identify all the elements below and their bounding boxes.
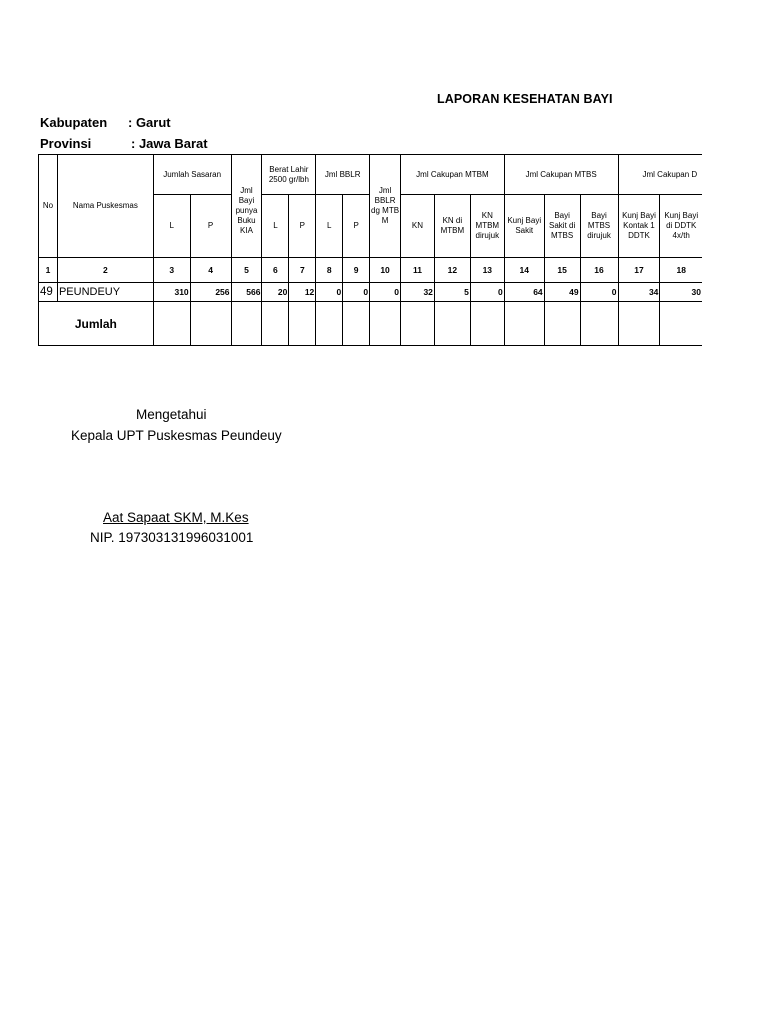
header-cakupan-mtbm: Jml Cakupan MTBM xyxy=(401,155,505,195)
row-value: 20 xyxy=(262,283,289,302)
kabupaten-value: : Garut xyxy=(128,115,171,130)
header-jumlah-sasaran: Jumlah Sasaran xyxy=(153,155,231,195)
header-bayi-mtbs-dirujuk: Bayi MTBS dirujuk xyxy=(580,195,618,258)
jabatan-text: Kepala UPT Puskesmas Peundeuy xyxy=(71,428,282,443)
header-jml-bayi-buku-kia: Jml Bayi punya Buku KIA xyxy=(231,155,262,258)
jumlah-cell xyxy=(231,302,262,346)
jumlah-cell xyxy=(289,302,316,346)
header-berat-p: P xyxy=(289,195,316,258)
header-bblr-l: L xyxy=(316,195,343,258)
row-value: 0 xyxy=(370,283,401,302)
header-jml-bblr: Jml BBLR xyxy=(316,155,370,195)
col-num: 9 xyxy=(343,258,370,283)
jumlah-cell xyxy=(580,302,618,346)
jumlah-cell xyxy=(370,302,401,346)
report-table-wrapper xyxy=(38,154,702,348)
jumlah-cell xyxy=(316,302,343,346)
jumlah-cell xyxy=(153,302,190,346)
header-kn: KN xyxy=(401,195,435,258)
col-num: 14 xyxy=(504,258,544,283)
jumlah-cell xyxy=(434,302,470,346)
kabupaten-row xyxy=(40,115,171,130)
header-bayi-sakit-mtbs: Bayi Sakit di MTBS xyxy=(544,195,580,258)
header-cakupan-ddtk: Jml Cakupan D xyxy=(618,155,702,195)
table-row xyxy=(39,283,703,302)
col-num: 10 xyxy=(370,258,401,283)
col-num: 11 xyxy=(401,258,435,283)
col-num: 16 xyxy=(580,258,618,283)
col-num: 7 xyxy=(289,258,316,283)
row-value: 32 xyxy=(401,283,435,302)
jumlah-label: Jumlah xyxy=(39,302,154,346)
col-num: 12 xyxy=(434,258,470,283)
signatory-name: Aat Sapaat SKM, M.Kes xyxy=(103,510,249,525)
row-value: 566 xyxy=(231,283,262,302)
header-berat-l: L xyxy=(262,195,289,258)
col-num: 5 xyxy=(231,258,262,283)
report-title: LAPORAN KESEHATAN BAYI xyxy=(437,92,613,106)
signatory-nip: NIP. 197303131996031001 xyxy=(90,530,254,545)
jumlah-cell xyxy=(262,302,289,346)
col-num: 4 xyxy=(190,258,231,283)
row-value: 30 xyxy=(660,283,702,302)
row-value: 256 xyxy=(190,283,231,302)
provinsi-value: : Jawa Barat xyxy=(131,136,208,151)
header-nama-puskesmas: Nama Puskesmas xyxy=(57,155,153,258)
row-value: 0 xyxy=(470,283,504,302)
col-num: 18 xyxy=(660,258,702,283)
row-value: 5 xyxy=(434,283,470,302)
header-jml-bblr-mtbm: Jml BBLR dg MTB M xyxy=(370,155,401,258)
jumlah-cell xyxy=(504,302,544,346)
col-num: 8 xyxy=(316,258,343,283)
header-berat-lahir: Berat Lahir 2500 gr/lbh xyxy=(262,155,316,195)
row-value: 34 xyxy=(618,283,660,302)
provinsi-row xyxy=(40,136,208,151)
row-value: 0 xyxy=(316,283,343,302)
jumlah-cell xyxy=(660,302,702,346)
header-bblr-p: P xyxy=(343,195,370,258)
column-number-row xyxy=(39,258,703,283)
jumlah-cell xyxy=(401,302,435,346)
mengetahui-text: Mengetahui xyxy=(136,407,207,422)
kabupaten-label: Kabupaten xyxy=(40,115,108,130)
col-num: 13 xyxy=(470,258,504,283)
col-num: 6 xyxy=(262,258,289,283)
row-value: 49 xyxy=(544,283,580,302)
report-table xyxy=(38,154,702,346)
col-num: 3 xyxy=(153,258,190,283)
header-kn-mtbm-dirujuk: KN MTBM dirujuk xyxy=(470,195,504,258)
row-no: 49 xyxy=(39,283,58,302)
header-kunj-kontak-ddtk: Kunj Bayi Kontak 1 DDTK xyxy=(618,195,660,258)
col-num: 2 xyxy=(57,258,153,283)
row-nama-puskesmas: PEUNDEUY xyxy=(57,283,153,302)
row-value: 310 xyxy=(153,283,190,302)
header-kn-di-mtbm: KN di MTBM xyxy=(434,195,470,258)
col-num: 1 xyxy=(39,258,58,283)
header-cakupan-mtbs: Jml Cakupan MTBS xyxy=(504,155,618,195)
header-no: No xyxy=(39,155,58,258)
jumlah-cell xyxy=(470,302,504,346)
jumlah-row xyxy=(39,302,703,346)
col-num: 17 xyxy=(618,258,660,283)
row-value: 0 xyxy=(343,283,370,302)
jumlah-cell xyxy=(343,302,370,346)
row-value: 12 xyxy=(289,283,316,302)
provinsi-label: Provinsi xyxy=(40,136,92,151)
col-num: 15 xyxy=(544,258,580,283)
row-value: 0 xyxy=(580,283,618,302)
jumlah-cell xyxy=(544,302,580,346)
jumlah-cell xyxy=(190,302,231,346)
row-value: 64 xyxy=(504,283,544,302)
header-sasaran-l: L xyxy=(153,195,190,258)
header-sasaran-p: P xyxy=(190,195,231,258)
jumlah-cell xyxy=(618,302,660,346)
header-kunj-bayi-sakit: Kunj Bayi Sakit xyxy=(504,195,544,258)
header-kunj-ddtk-4x: Kunj Bayi di DDTK 4x/th xyxy=(660,195,702,258)
